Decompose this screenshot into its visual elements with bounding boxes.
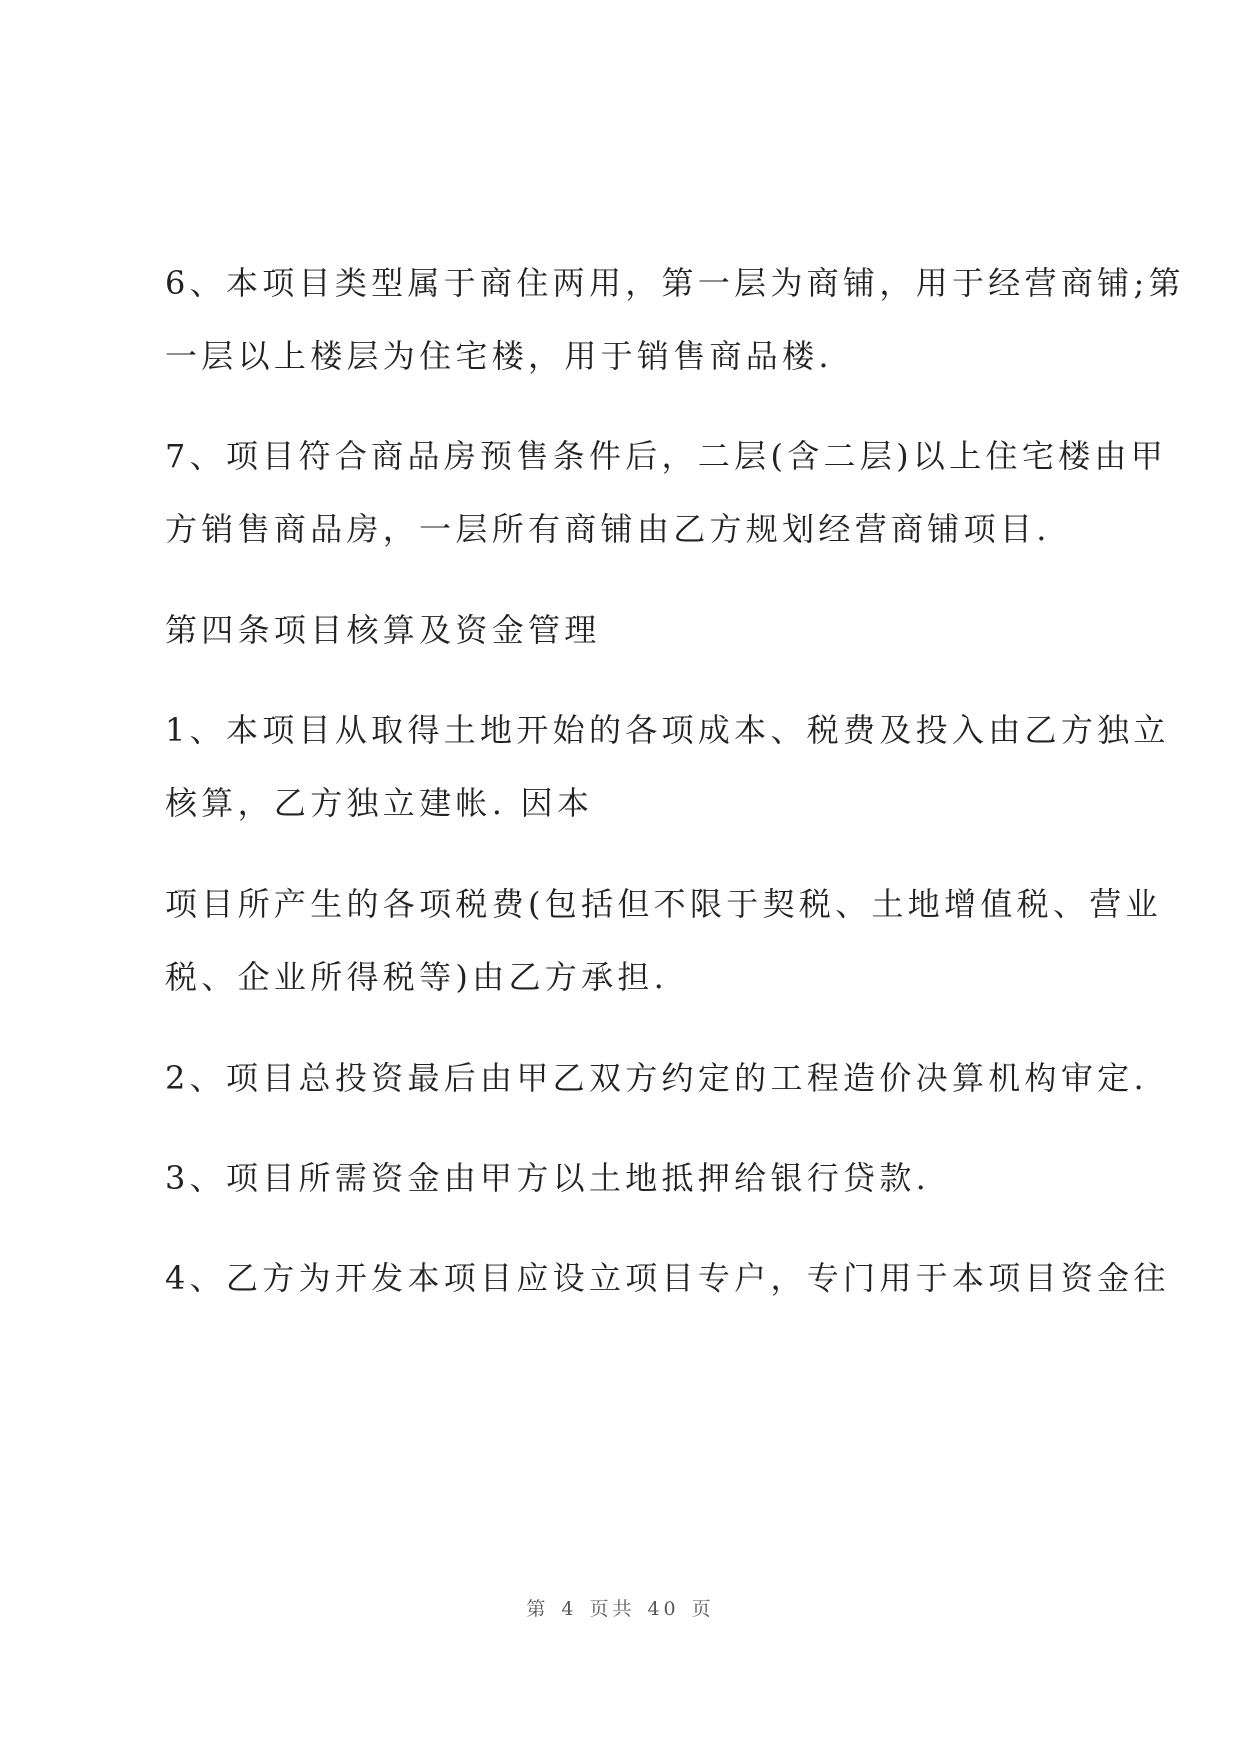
text-line: 核算，乙方独立建帐. 因本 bbox=[165, 784, 594, 822]
text-line: 1、本项目从取得土地开始的各项成本、税费及投入由乙方独立 bbox=[165, 711, 1170, 749]
page-footer bbox=[0, 1594, 1241, 1621]
section-heading-article-4 bbox=[165, 594, 1085, 667]
footer-middle: 页共 bbox=[589, 1598, 636, 1620]
text-line: 方销售商品房，一层所有商铺由乙方规划经营商铺项目. bbox=[165, 510, 1051, 548]
text-line: 第四条项目核算及资金管理 bbox=[165, 611, 601, 649]
text-line: 7、项目符合商品房预售条件后，二层(含二层)以上住宅楼由甲 bbox=[165, 437, 1168, 475]
text-line: 项目所产生的各项税费(包括但不限于契税、土地增值税、营业 bbox=[165, 885, 1162, 923]
paragraph-item-1 bbox=[165, 694, 1170, 840]
text-line: 4、乙方为开发本项目应设立项目专户，专门用于本项目资金往 bbox=[165, 1259, 1170, 1297]
text-line: 一层以上楼层为住宅楼，用于销售商品楼. bbox=[165, 337, 833, 375]
footer-prefix: 第 bbox=[526, 1598, 550, 1620]
footer-page-number: 4 bbox=[561, 1598, 578, 1620]
text-line: 税、企业所得税等)由乙方承担. bbox=[165, 958, 669, 996]
paragraph-item-1-continued bbox=[165, 868, 1162, 1014]
text-line: 3、项目所需资金由甲方以土地抵押给银行贷款. bbox=[165, 1159, 931, 1197]
text-line: 2、项目总投资最后由甲乙双方约定的工程造价决算机构审定. bbox=[165, 1059, 1148, 1097]
paragraph-item-4 bbox=[165, 1242, 1170, 1315]
paragraph-clause-6 bbox=[165, 247, 1185, 393]
text-line: 6、本项目类型属于商住两用，第一层为商铺，用于经营商铺;第 bbox=[165, 264, 1185, 302]
paragraph-item-3 bbox=[165, 1142, 1085, 1215]
footer-total-pages: 40 bbox=[647, 1598, 680, 1620]
footer-suffix: 页 bbox=[691, 1598, 715, 1620]
paragraph-clause-7 bbox=[165, 420, 1168, 566]
paragraph-item-2 bbox=[165, 1042, 1148, 1115]
